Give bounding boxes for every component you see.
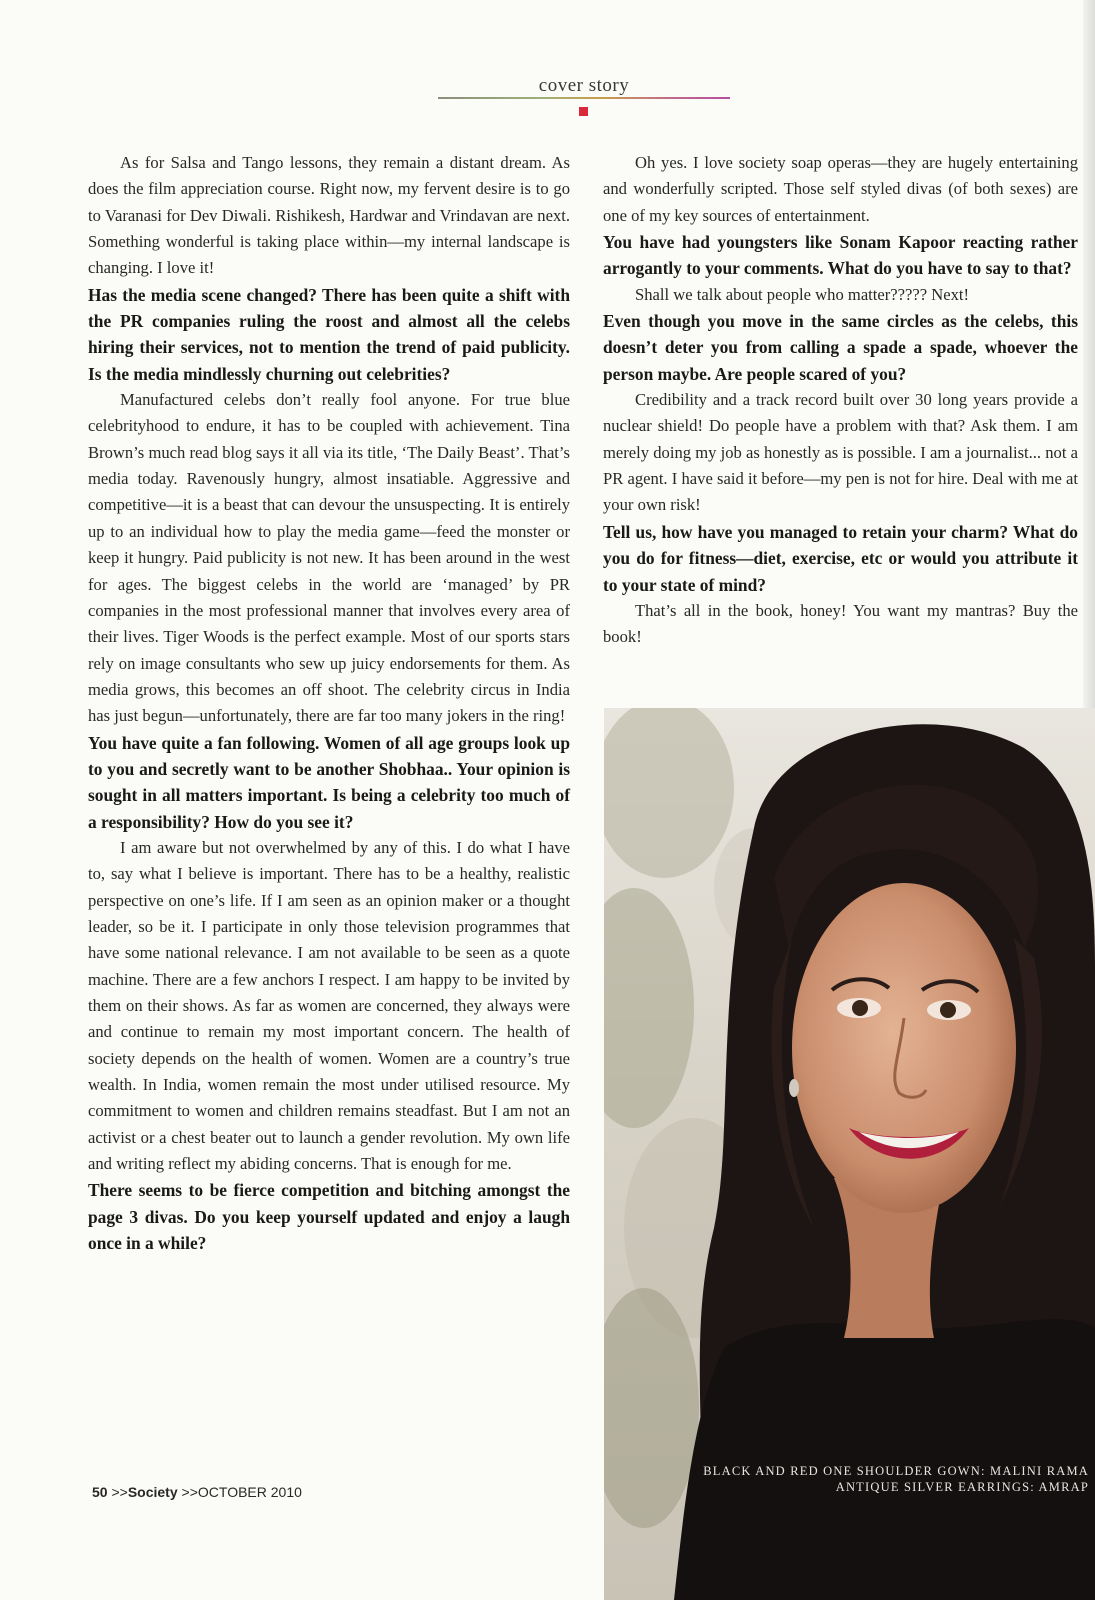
magazine-name: Society [127, 1484, 178, 1500]
answer-paragraph: Manufactured celebs don’t really fool anyone. For true blue celebrityhood to endure, it has to be coupled with achievement. Tina Brown’s much read blog says it all via its title, ‘The Daily Beast’. That’s media today. Ravenously hungry, almost insatiable. Aggressive and competitive—it is a beast that can devour the unsuspecting. It is entirely up to an individual how to play the media game—feed the monster or keep it hungry. Paid publicity is not new. It has been around in the west for ages. The biggest celebs in the world are ‘managed’ by PR companies in the most professional manner that involves every area of their lives. Tiger Woods is the perfect example. Most of our sports stars rely on image consultants who sew up juicy endorsements for them. As media grows, this becomes an off shoot. The celebrity circus in India has just begun—unfortunately, there are far too many jokers in the ring! [88, 390, 570, 726]
question-paragraph: You have quite a fan following. Women of all age groups look up to you and secretly want to be another Shobhaa.. Your opinion is sought in all matters important. Is being a celebrity too much of a responsibility? How do you see it? [88, 732, 570, 832]
answer-paragraph: Shall we talk about people who matter????? Next! [635, 284, 970, 304]
question-paragraph: Even though you move in the same circles as the celebs, this doesn’t deter you from calling a spade a spade, whoever the person maybe. Are people scared of you? [603, 311, 1078, 384]
page-edge-shadow [1083, 0, 1095, 708]
right-column [603, 150, 1078, 651]
section-rule [438, 97, 730, 99]
page-folio [92, 1484, 302, 1500]
left-column [88, 150, 570, 1256]
issue-date: OCTOBER 2010 [197, 1484, 302, 1500]
photo-credit-line: ANTIQUE SILVER EARRINGS: AMRAP [835, 1480, 1089, 1494]
answer-paragraph: Oh yes. I love society soap operas—they are hugely entertaining and wonderfully scripted. Those self styled divas (of both sexes) are one of my key sources of entertainment. [603, 153, 1078, 225]
folio-separator: >> [177, 1484, 198, 1500]
section-marker [579, 107, 588, 116]
photo-credit-line: BLACK AND RED ONE SHOULDER GOWN: MALINI RAMA [703, 1464, 1089, 1478]
answer-paragraph: As for Salsa and Tango lessons, they remain a distant dream. As does the film appreciation course. Right now, my fervent desire is to go to Varanasi for Dev Diwali. Rishikesh, Hardwar and Vrindavan are next. Something wonderful is taking place within—my internal landscape is changing. I love it! [88, 153, 570, 278]
answer-paragraph: That’s all in the book, honey! You want my mantras? Buy the book! [603, 600, 1078, 647]
folio-separator: >> [107, 1484, 128, 1500]
page-number: 50 [92, 1484, 108, 1500]
section-label: cover story [538, 75, 630, 96]
question-paragraph: There seems to be fierce competition and bitching amongst the page 3 divas. Do you keep yourself updated and enjoy a laugh once in a while? [88, 1180, 570, 1254]
answer-paragraph: I am aware but not overwhelmed by any of this. I do what I have to, say what I believe is important. There has to be a healthy, realistic perspective on one’s life. If I am seen as an opinion maker or a thought leader, so be it. I participate in only those television programmes that have some national relevance. I am not available to be seen as a quote machine. There are a few anchors I respect. I am happy to be invited by them on their shows. As far as women are concerned, they always were and continue to remain my most important concern. The health of society depends on the health of women. Women are a country’s true wealth. In India, women remain the most under utilised resource. My commitment to women and children remains steadfast. But I am not an activist or a chest beater out to launch a gender revolution. My own life and writing reflect my abiding concerns. That is enough for me. [88, 837, 570, 1174]
question-paragraph: Tell us, how have you managed to retain your charm? What do you do for fitness—diet, exercise, etc or would you attribute it to your state of mind? [603, 521, 1078, 595]
answer-paragraph: Credibility and a track record built over 30 long years provide a nuclear shield! Do people have a problem with that? Ask them. I am merely doing my job as honestly as is possible. I am a journalist... not a PR agent. I have said it before—my pen is not for hire. Deal with me at your own risk! [603, 390, 1078, 515]
question-paragraph: Has the media scene changed? There has been quite a shift with the PR companies ruling the roost and almost all the celebs hiring their services, not to mention the trend of paid publicity. Is the media mindlessly churning out celebrities? [88, 284, 570, 384]
question-paragraph: You have had youngsters like Sonam Kapoor reacting rather arrogantly to your comments. What do you have to say to that? [603, 232, 1078, 279]
